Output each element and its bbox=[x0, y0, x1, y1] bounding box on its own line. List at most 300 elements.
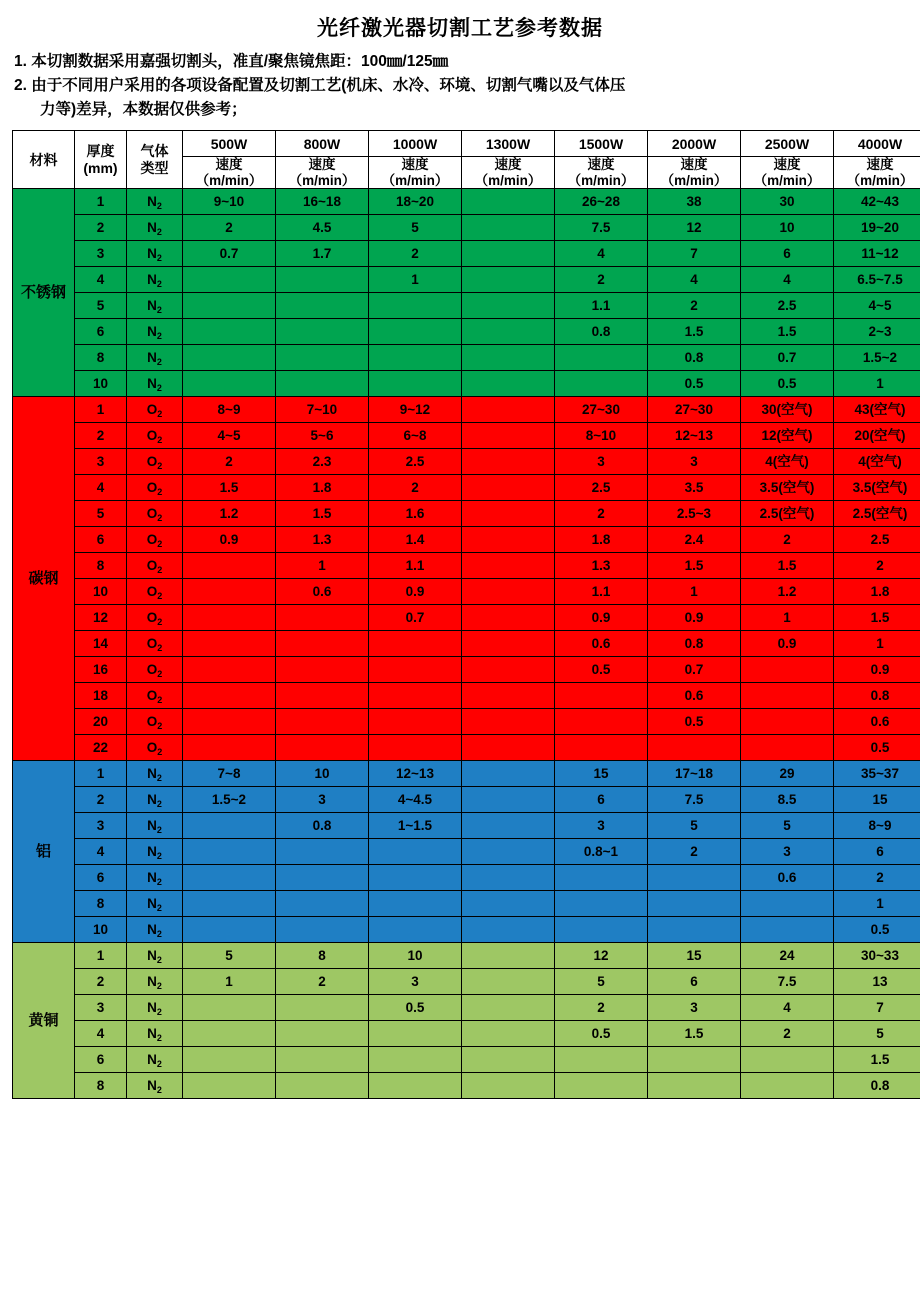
speed-cell-1000w bbox=[369, 345, 462, 371]
speed-cell-800w bbox=[276, 345, 369, 371]
gas-cell: $O_2$ bbox=[127, 631, 183, 657]
speed-cell-4000w: 7 bbox=[834, 995, 920, 1021]
speed-cell-500w bbox=[183, 267, 276, 293]
speed-cell-500w bbox=[183, 319, 276, 345]
speed-cell-2500w: 3.5(空气) bbox=[741, 475, 834, 501]
header-power-1500w: 1500W bbox=[555, 131, 648, 157]
speed-cell-800w bbox=[276, 371, 369, 397]
thickness-cell: 12 bbox=[75, 605, 127, 631]
speed-cell-2000w: 1.5 bbox=[648, 319, 741, 345]
speed-cell-800w bbox=[276, 293, 369, 319]
speed-cell-4000w: 4(空气) bbox=[834, 449, 920, 475]
speed-cell-2000w: 3 bbox=[648, 995, 741, 1021]
speed-cell-1300w bbox=[462, 683, 555, 709]
gas-cell: $N_2$ bbox=[127, 995, 183, 1021]
header-speed-2000w bbox=[648, 157, 741, 189]
speed-cell-1500w: 15 bbox=[555, 761, 648, 787]
speed-cell-1000w: 2 bbox=[369, 475, 462, 501]
speed-cell-1300w bbox=[462, 397, 555, 423]
gas-cell: $O_2$ bbox=[127, 475, 183, 501]
header-speed-500w bbox=[183, 157, 276, 189]
speed-cell-800w bbox=[276, 995, 369, 1021]
speed-cell-800w: 0.8 bbox=[276, 813, 369, 839]
speed-cell-4000w: 1 bbox=[834, 371, 920, 397]
header-speed-1000w bbox=[369, 157, 462, 189]
table-row bbox=[13, 423, 920, 449]
speed-cell-500w: 2 bbox=[183, 449, 276, 475]
thickness-cell: 4 bbox=[75, 839, 127, 865]
speed-unit: （m/min） bbox=[555, 173, 647, 189]
speed-cell-1300w bbox=[462, 1073, 555, 1099]
thickness-cell: 10 bbox=[75, 579, 127, 605]
speed-cell-2500w bbox=[741, 657, 834, 683]
speed-cell-1300w bbox=[462, 969, 555, 995]
speed-cell-4000w: 30~33 bbox=[834, 943, 920, 969]
material-cell: 不锈钢 bbox=[13, 189, 75, 397]
speed-cell-500w bbox=[183, 293, 276, 319]
table-row bbox=[13, 787, 920, 813]
speed-cell-2500w: 0.6 bbox=[741, 865, 834, 891]
thickness-cell: 10 bbox=[75, 917, 127, 943]
speed-cell-2500w: 4 bbox=[741, 995, 834, 1021]
table-row bbox=[13, 735, 920, 761]
table-row bbox=[13, 241, 920, 267]
speed-cell-2500w: 4(空气) bbox=[741, 449, 834, 475]
speed-cell-1500w: 2 bbox=[555, 267, 648, 293]
speed-cell-4000w: 1.5~2 bbox=[834, 345, 920, 371]
speed-cell-1300w bbox=[462, 449, 555, 475]
speed-cell-1000w: 18~20 bbox=[369, 189, 462, 215]
header-speed-1300w bbox=[462, 157, 555, 189]
thickness-cell: 3 bbox=[75, 813, 127, 839]
speed-cell-2000w bbox=[648, 735, 741, 761]
speed-cell-1000w bbox=[369, 371, 462, 397]
header-power-800w: 800W bbox=[276, 131, 369, 157]
gas-cell: $N_2$ bbox=[127, 371, 183, 397]
speed-cell-4000w: 2 bbox=[834, 553, 920, 579]
speed-cell-2000w: 17~18 bbox=[648, 761, 741, 787]
note-1: 1. 本切割数据采用嘉强切割头，准直/聚焦镜焦距：100㎜/125㎜ bbox=[14, 50, 908, 74]
gas-cell: $N_2$ bbox=[127, 891, 183, 917]
speed-cell-1000w: 2 bbox=[369, 241, 462, 267]
speed-cell-2000w: 12~13 bbox=[648, 423, 741, 449]
speed-unit: （m/min） bbox=[276, 173, 368, 189]
speed-cell-4000w: 0.8 bbox=[834, 683, 920, 709]
gas-cell: $N_2$ bbox=[127, 943, 183, 969]
speed-cell-1300w bbox=[462, 995, 555, 1021]
speed-cell-1500w bbox=[555, 345, 648, 371]
speed-cell-1300w bbox=[462, 267, 555, 293]
gas-cell: $N_2$ bbox=[127, 1021, 183, 1047]
speed-cell-2000w: 0.8 bbox=[648, 631, 741, 657]
thickness-cell: 16 bbox=[75, 657, 127, 683]
table-header bbox=[13, 131, 920, 189]
thickness-cell: 4 bbox=[75, 267, 127, 293]
speed-cell-1000w bbox=[369, 1073, 462, 1099]
gas-cell: $O_2$ bbox=[127, 501, 183, 527]
speed-cell-2000w: 3.5 bbox=[648, 475, 741, 501]
speed-cell-2000w: 6 bbox=[648, 969, 741, 995]
table-row bbox=[13, 189, 920, 215]
speed-cell-1500w: 7.5 bbox=[555, 215, 648, 241]
thickness-cell: 8 bbox=[75, 553, 127, 579]
gas-cell: $O_2$ bbox=[127, 605, 183, 631]
speed-cell-1000w bbox=[369, 891, 462, 917]
speed-cell-500w bbox=[183, 345, 276, 371]
speed-cell-2000w: 3 bbox=[648, 449, 741, 475]
thickness-cell: 6 bbox=[75, 319, 127, 345]
speed-cell-800w bbox=[276, 267, 369, 293]
speed-cell-4000w: 0.5 bbox=[834, 735, 920, 761]
speed-cell-4000w: 13 bbox=[834, 969, 920, 995]
speed-cell-500w bbox=[183, 865, 276, 891]
speed-cell-4000w: 3.5(空气) bbox=[834, 475, 920, 501]
speed-cell-2000w bbox=[648, 917, 741, 943]
header-thickness bbox=[75, 131, 127, 189]
notes-block bbox=[14, 50, 908, 122]
speed-cell-2500w: 10 bbox=[741, 215, 834, 241]
thickness-cell: 1 bbox=[75, 761, 127, 787]
table-row bbox=[13, 345, 920, 371]
speed-cell-500w: 4~5 bbox=[183, 423, 276, 449]
table-row bbox=[13, 839, 920, 865]
table-row bbox=[13, 579, 920, 605]
speed-cell-2500w: 0.7 bbox=[741, 345, 834, 371]
speed-cell-1500w bbox=[555, 683, 648, 709]
speed-cell-1500w bbox=[555, 1073, 648, 1099]
thickness-cell: 2 bbox=[75, 787, 127, 813]
speed-cell-2000w: 1.5 bbox=[648, 1021, 741, 1047]
speed-cell-1000w: 1.4 bbox=[369, 527, 462, 553]
speed-cell-4000w: 43(空气) bbox=[834, 397, 920, 423]
speed-cell-2000w: 38 bbox=[648, 189, 741, 215]
table-row bbox=[13, 605, 920, 631]
speed-cell-2000w: 27~30 bbox=[648, 397, 741, 423]
speed-cell-2500w bbox=[741, 1073, 834, 1099]
speed-cell-2500w: 1 bbox=[741, 605, 834, 631]
speed-cell-1000w: 0.9 bbox=[369, 579, 462, 605]
gas-cell: $N_2$ bbox=[127, 917, 183, 943]
speed-unit: （m/min） bbox=[648, 173, 740, 189]
speed-cell-2000w: 5 bbox=[648, 813, 741, 839]
material-cell: 黄铜 bbox=[13, 943, 75, 1099]
speed-cell-4000w: 6.5~7.5 bbox=[834, 267, 920, 293]
speed-cell-800w bbox=[276, 657, 369, 683]
speed-cell-4000w: 0.5 bbox=[834, 917, 920, 943]
table-row bbox=[13, 1073, 920, 1099]
speed-cell-1300w bbox=[462, 891, 555, 917]
speed-cell-1300w bbox=[462, 579, 555, 605]
thickness-cell: 8 bbox=[75, 1073, 127, 1099]
speed-cell-2500w: 2.5 bbox=[741, 293, 834, 319]
speed-cell-2500w: 12(空气) bbox=[741, 423, 834, 449]
speed-cell-2000w: 2.4 bbox=[648, 527, 741, 553]
speed-cell-1300w bbox=[462, 189, 555, 215]
speed-cell-800w bbox=[276, 709, 369, 735]
speed-cell-800w bbox=[276, 735, 369, 761]
speed-cell-4000w: 6 bbox=[834, 839, 920, 865]
speed-cell-2500w: 2.5(空气) bbox=[741, 501, 834, 527]
speed-label: 速度 bbox=[183, 157, 275, 173]
speed-cell-2000w: 12 bbox=[648, 215, 741, 241]
speed-cell-1000w: 9~12 bbox=[369, 397, 462, 423]
speed-cell-4000w: 15 bbox=[834, 787, 920, 813]
speed-cell-1300w bbox=[462, 709, 555, 735]
speed-cell-2000w bbox=[648, 865, 741, 891]
speed-cell-2000w: 4 bbox=[648, 267, 741, 293]
table-row bbox=[13, 475, 920, 501]
table-row bbox=[13, 527, 920, 553]
speed-cell-500w: 1 bbox=[183, 969, 276, 995]
speed-cell-500w bbox=[183, 839, 276, 865]
header-row-power bbox=[13, 131, 920, 157]
speed-cell-2500w: 30 bbox=[741, 189, 834, 215]
speed-cell-2500w: 24 bbox=[741, 943, 834, 969]
speed-cell-500w bbox=[183, 735, 276, 761]
gas-cell: $N_2$ bbox=[127, 813, 183, 839]
speed-cell-1300w bbox=[462, 423, 555, 449]
table-row bbox=[13, 1021, 920, 1047]
header-thickness-line1: 厚度 bbox=[75, 143, 126, 159]
material-cell: 铝 bbox=[13, 761, 75, 943]
speed-cell-800w: 8 bbox=[276, 943, 369, 969]
speed-cell-2000w: 2 bbox=[648, 293, 741, 319]
speed-cell-1300w bbox=[462, 371, 555, 397]
speed-cell-800w bbox=[276, 683, 369, 709]
speed-cell-1300w bbox=[462, 215, 555, 241]
speed-cell-4000w: 11~12 bbox=[834, 241, 920, 267]
speed-cell-1300w bbox=[462, 475, 555, 501]
speed-cell-500w bbox=[183, 813, 276, 839]
table-row bbox=[13, 943, 920, 969]
header-thickness-line2: (mm) bbox=[75, 160, 126, 176]
cutting-parameters-table bbox=[12, 130, 920, 1099]
speed-label: 速度 bbox=[834, 157, 920, 173]
speed-cell-1500w bbox=[555, 709, 648, 735]
table-row bbox=[13, 397, 920, 423]
gas-cell: $N_2$ bbox=[127, 1047, 183, 1073]
speed-cell-2500w bbox=[741, 917, 834, 943]
header-power-500w: 500W bbox=[183, 131, 276, 157]
thickness-cell: 2 bbox=[75, 423, 127, 449]
thickness-cell: 6 bbox=[75, 527, 127, 553]
speed-cell-500w: 5 bbox=[183, 943, 276, 969]
speed-cell-2000w: 1.5 bbox=[648, 553, 741, 579]
speed-cell-800w bbox=[276, 605, 369, 631]
speed-cell-500w bbox=[183, 553, 276, 579]
speed-cell-2500w: 30(空气) bbox=[741, 397, 834, 423]
thickness-cell: 3 bbox=[75, 995, 127, 1021]
speed-cell-800w: 1.3 bbox=[276, 527, 369, 553]
header-gas-line2: 类型 bbox=[127, 160, 182, 176]
table-body bbox=[13, 189, 920, 1099]
thickness-cell: 2 bbox=[75, 215, 127, 241]
thickness-cell: 1 bbox=[75, 189, 127, 215]
speed-cell-2500w: 5 bbox=[741, 813, 834, 839]
speed-cell-800w: 7~10 bbox=[276, 397, 369, 423]
speed-cell-500w bbox=[183, 709, 276, 735]
table-row bbox=[13, 371, 920, 397]
speed-cell-800w bbox=[276, 891, 369, 917]
speed-cell-1000w bbox=[369, 1021, 462, 1047]
table-row bbox=[13, 553, 920, 579]
thickness-cell: 4 bbox=[75, 1021, 127, 1047]
speed-cell-500w bbox=[183, 657, 276, 683]
speed-cell-1000w bbox=[369, 319, 462, 345]
speed-cell-800w: 4.5 bbox=[276, 215, 369, 241]
speed-cell-1000w: 1 bbox=[369, 267, 462, 293]
gas-cell: $N_2$ bbox=[127, 761, 183, 787]
speed-cell-1000w bbox=[369, 917, 462, 943]
speed-cell-500w: 7~8 bbox=[183, 761, 276, 787]
speed-cell-800w bbox=[276, 865, 369, 891]
speed-cell-1000w: 2.5 bbox=[369, 449, 462, 475]
speed-cell-1500w: 2 bbox=[555, 995, 648, 1021]
speed-cell-800w bbox=[276, 839, 369, 865]
speed-cell-1500w: 27~30 bbox=[555, 397, 648, 423]
speed-cell-1000w: 10 bbox=[369, 943, 462, 969]
speed-cell-2000w bbox=[648, 1047, 741, 1073]
gas-cell: $O_2$ bbox=[127, 397, 183, 423]
speed-cell-4000w: 2 bbox=[834, 865, 920, 891]
note-2: 2. 由于不同用户采用的各项设备配置及切割工艺(机床、水冷、环境、切割气嘴以及气体压 bbox=[14, 74, 908, 98]
speed-cell-1000w: 1.6 bbox=[369, 501, 462, 527]
speed-cell-500w: 9~10 bbox=[183, 189, 276, 215]
gas-cell: $O_2$ bbox=[127, 527, 183, 553]
speed-cell-500w bbox=[183, 1021, 276, 1047]
speed-unit: （m/min） bbox=[462, 173, 554, 189]
header-power-4000w: 4000W bbox=[834, 131, 920, 157]
thickness-cell: 22 bbox=[75, 735, 127, 761]
gas-cell: $N_2$ bbox=[127, 189, 183, 215]
table-row bbox=[13, 501, 920, 527]
speed-cell-2500w: 8.5 bbox=[741, 787, 834, 813]
table-row bbox=[13, 293, 920, 319]
speed-cell-800w bbox=[276, 917, 369, 943]
speed-cell-1000w: 5 bbox=[369, 215, 462, 241]
speed-cell-800w: 2.3 bbox=[276, 449, 369, 475]
speed-cell-2000w: 0.5 bbox=[648, 709, 741, 735]
speed-cell-500w bbox=[183, 605, 276, 631]
speed-cell-2000w: 1 bbox=[648, 579, 741, 605]
speed-cell-1300w bbox=[462, 241, 555, 267]
gas-cell: $O_2$ bbox=[127, 423, 183, 449]
speed-cell-1300w bbox=[462, 865, 555, 891]
speed-cell-800w: 0.6 bbox=[276, 579, 369, 605]
speed-cell-4000w: 1 bbox=[834, 631, 920, 657]
speed-cell-2000w bbox=[648, 891, 741, 917]
speed-cell-4000w: 2.5(空气) bbox=[834, 501, 920, 527]
speed-cell-800w bbox=[276, 1021, 369, 1047]
speed-cell-800w bbox=[276, 1047, 369, 1073]
speed-cell-1500w: 3 bbox=[555, 813, 648, 839]
speed-cell-4000w: 2.5 bbox=[834, 527, 920, 553]
speed-cell-1000w: 0.7 bbox=[369, 605, 462, 631]
speed-cell-1000w bbox=[369, 683, 462, 709]
speed-cell-4000w: 2~3 bbox=[834, 319, 920, 345]
thickness-cell: 18 bbox=[75, 683, 127, 709]
speed-cell-4000w: 0.6 bbox=[834, 709, 920, 735]
header-speed-2500w bbox=[741, 157, 834, 189]
speed-cell-1000w bbox=[369, 657, 462, 683]
thickness-cell: 5 bbox=[75, 501, 127, 527]
speed-cell-4000w: 0.9 bbox=[834, 657, 920, 683]
speed-cell-800w: 16~18 bbox=[276, 189, 369, 215]
header-speed-4000w bbox=[834, 157, 920, 189]
speed-cell-1500w: 5 bbox=[555, 969, 648, 995]
table-row bbox=[13, 683, 920, 709]
speed-cell-800w bbox=[276, 631, 369, 657]
speed-cell-500w: 1.2 bbox=[183, 501, 276, 527]
speed-cell-800w: 10 bbox=[276, 761, 369, 787]
speed-cell-2500w: 7.5 bbox=[741, 969, 834, 995]
speed-cell-1000w: 1.1 bbox=[369, 553, 462, 579]
speed-cell-800w: 1 bbox=[276, 553, 369, 579]
thickness-cell: 1 bbox=[75, 943, 127, 969]
speed-label: 速度 bbox=[741, 157, 833, 173]
table-row bbox=[13, 709, 920, 735]
speed-cell-1000w bbox=[369, 1047, 462, 1073]
speed-cell-500w bbox=[183, 371, 276, 397]
speed-cell-2500w bbox=[741, 735, 834, 761]
thickness-cell: 14 bbox=[75, 631, 127, 657]
speed-cell-1300w bbox=[462, 345, 555, 371]
speed-cell-1300w bbox=[462, 527, 555, 553]
speed-cell-1000w bbox=[369, 631, 462, 657]
speed-cell-4000w: 5 bbox=[834, 1021, 920, 1047]
header-power-2000w: 2000W bbox=[648, 131, 741, 157]
gas-cell: $N_2$ bbox=[127, 839, 183, 865]
speed-cell-2500w bbox=[741, 1047, 834, 1073]
table-row bbox=[13, 865, 920, 891]
speed-cell-2000w: 2 bbox=[648, 839, 741, 865]
thickness-cell: 8 bbox=[75, 891, 127, 917]
speed-cell-2500w: 0.9 bbox=[741, 631, 834, 657]
header-gas-line1: 气体 bbox=[127, 143, 182, 159]
gas-cell: $N_2$ bbox=[127, 865, 183, 891]
speed-cell-1500w: 4 bbox=[555, 241, 648, 267]
speed-cell-1300w bbox=[462, 735, 555, 761]
speed-label: 速度 bbox=[276, 157, 368, 173]
speed-cell-1300w bbox=[462, 631, 555, 657]
speed-cell-2000w: 0.7 bbox=[648, 657, 741, 683]
page-title: 光纤激光器切割工艺参考数据 bbox=[12, 12, 908, 42]
gas-cell: $O_2$ bbox=[127, 553, 183, 579]
speed-cell-800w: 1.8 bbox=[276, 475, 369, 501]
speed-cell-2500w: 4 bbox=[741, 267, 834, 293]
speed-cell-1000w: 6~8 bbox=[369, 423, 462, 449]
thickness-cell: 6 bbox=[75, 865, 127, 891]
speed-cell-1000w: 4~4.5 bbox=[369, 787, 462, 813]
speed-cell-500w bbox=[183, 631, 276, 657]
speed-cell-1500w: 1.1 bbox=[555, 293, 648, 319]
gas-cell: $O_2$ bbox=[127, 735, 183, 761]
speed-cell-1000w: 1~1.5 bbox=[369, 813, 462, 839]
speed-cell-500w bbox=[183, 579, 276, 605]
speed-cell-2500w bbox=[741, 683, 834, 709]
speed-cell-800w bbox=[276, 1073, 369, 1099]
speed-cell-500w: 2 bbox=[183, 215, 276, 241]
table-row bbox=[13, 319, 920, 345]
header-speed-1500w bbox=[555, 157, 648, 189]
table-row bbox=[13, 215, 920, 241]
gas-cell: $O_2$ bbox=[127, 683, 183, 709]
speed-cell-1000w bbox=[369, 293, 462, 319]
thickness-cell: 20 bbox=[75, 709, 127, 735]
document-page bbox=[0, 12, 920, 1312]
speed-cell-2000w bbox=[648, 1073, 741, 1099]
speed-cell-1500w bbox=[555, 735, 648, 761]
